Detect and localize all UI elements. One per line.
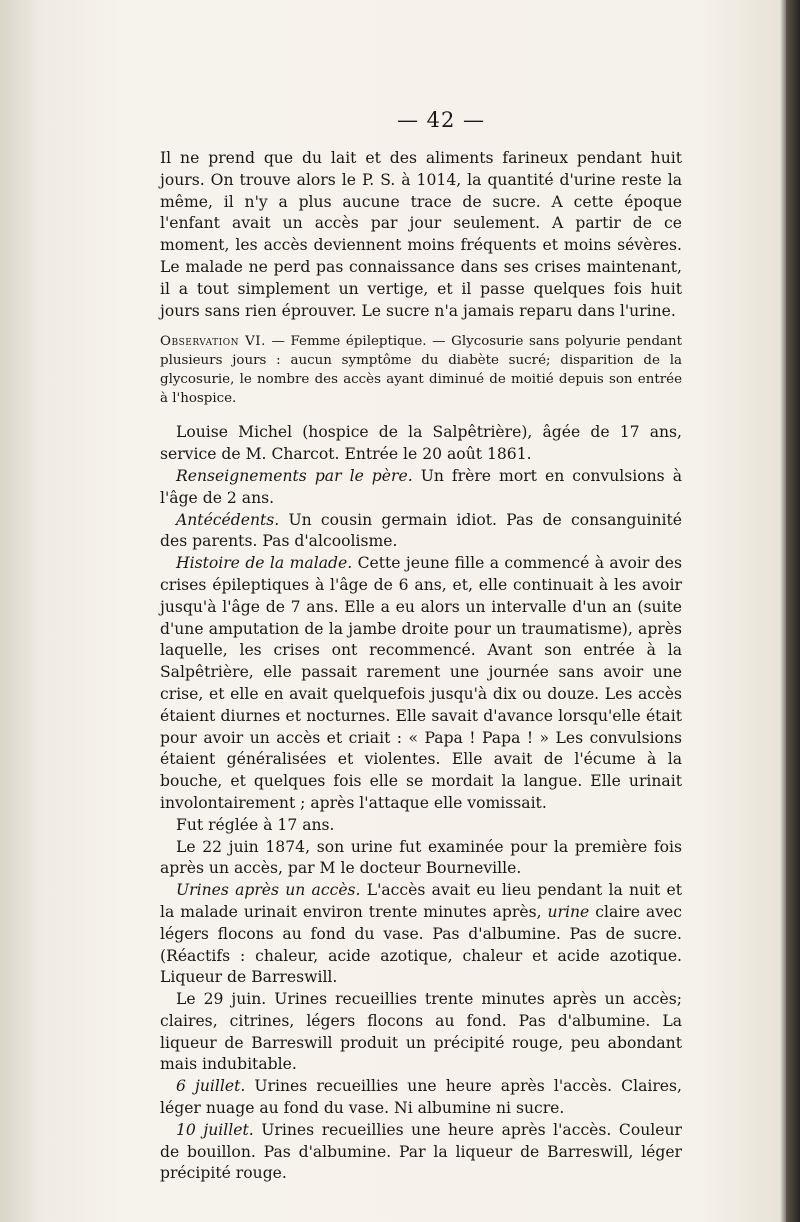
page-number: — 42 —	[396, 108, 486, 132]
10-juillet-text: Urines recueillies une heure après l'accès. Couleur de bouillon. Pas d'albumine. Par la liqueur de Barreswill, léger précipité rouge.	[160, 1120, 683, 1183]
antecedents-text: Un cousin germain idiot. Pas de consanguinité des parents. Pas d'alcoolisme.	[160, 510, 682, 551]
observation-summary: — Femme épileptique. — Glycosurie sans polyurie pendant plusieurs jours : aucun symptôme du diabète sucré; disparition de la glycosurie, le nombre des accès ayant diminué de moitié depuis son entrée à l'hospice.	[160, 334, 683, 407]
urines-text: L'accès avait eu lieu pendant la nuit et la malade urinait environ trente minutes après,	[160, 881, 682, 921]
page-content	[160, 108, 682, 1185]
paragraph-antecedents	[160, 510, 682, 554]
observation-label: Observation VI.	[160, 334, 266, 350]
paragraph-reglee: Fut réglée à 17 ans.	[176, 815, 335, 834]
paragraph-patient: Louise Michel (hospice de la Salpêtrière), âgée de 17 ans, service de M. Charcot. Entrée le 20 août 1861.	[160, 423, 682, 464]
histoire-text: Cette jeune fille a commencé à avoir des crises épileptiques à l'âge de 6 ans, et, elle continuait à les avoir jusqu'à l'âge de 7 ans. Elle a eu alors un intervalle d'un an (suite d'une amputation de la jambe droite pour un traumatisme), après laquelle, les crises ont recommencé. Avant son entrée à la Salpêtrière, elle passait rarement une journée sans avoir une crise, et elle en avait quelquefois jusqu'à dix ou douze. Les accès étaient diurnes et nocturnes. Elle savait d'avance lorsqu'elle était pour avoir un accès et criait : « Papa ! Papa ! » Les convulsions étaient généralisées et violentes. Elle avait de l'écume à la bouche, et quelques fois elle se mordait la langue. Elle urinait involontairement ; après l'attaque elle vomissait.	[160, 554, 682, 812]
urine-italic: urine	[547, 902, 590, 921]
paragraph-urines-apres-acces	[160, 880, 682, 989]
antecedents-label: Antécédents.	[176, 510, 280, 529]
paragraph-1: Il ne prend que du lait et des aliments farineux pendant huit jours. On trouve alors le P. S. à 1014, la quantité d'urine reste la même, il n'y a plus aucune trace de sucre. A cette époque l'enfant avait un accès par jour seulement. A partir de ce moment, les accès deviennent moins fréquents et moins sévères. Le malade ne perd pas connaissance dans ses crises maintenant, il a tout simplement un vertige, et il passe quelques fois huit jours sans rien éprouver. Le sucre n'a jamais reparu dans l'urine.	[160, 149, 682, 320]
6-juillet-text: Urines recueillies une heure après l'accès. Claires, léger nuage au fond du vase. Ni albumine ni sucre.	[160, 1077, 682, 1118]
renseignements-label: Renseignements par le père.	[176, 466, 413, 485]
paragraph-10-juillet	[160, 1120, 682, 1185]
paragraph-6-juillet	[160, 1076, 682, 1120]
paragraph-22-juin: Le 22 juin 1874, son urine fut examinée pour la première fois après un accès, par M le docteur Bourneville.	[160, 837, 682, 878]
paragraph-renseignements	[160, 466, 682, 510]
renseignements-text: Un frère mort en convulsions à l'âge de 2 ans.	[160, 466, 682, 507]
urines-label: Urines après un accès.	[176, 881, 361, 900]
paragraph-29-juin: Le 29 juin. Urines recueillies trente minutes après un accès; claires, citrines, légers flocons au fond. Pas d'albumine. La liqueur de Barreswill produit un précipité rouge, peu abondant mais indubitable.	[160, 990, 682, 1074]
book-spine-shadow	[786, 0, 800, 1222]
6-juillet-label: 6 juillet.	[176, 1077, 246, 1096]
10-juillet-label: 10 juillet.	[176, 1120, 254, 1139]
urines-tail: claire avec légers flocons au fond du vase. Pas d'albumine. Pas de sucre. (Réactifs : chaleur, acide azotique, chaleur et acide azotique. Liqueur de Barreswill.	[160, 902, 682, 987]
paragraph-histoire	[160, 553, 682, 815]
observation-heading	[160, 332, 682, 408]
histoire-label: Histoire de la malade.	[176, 554, 353, 573]
